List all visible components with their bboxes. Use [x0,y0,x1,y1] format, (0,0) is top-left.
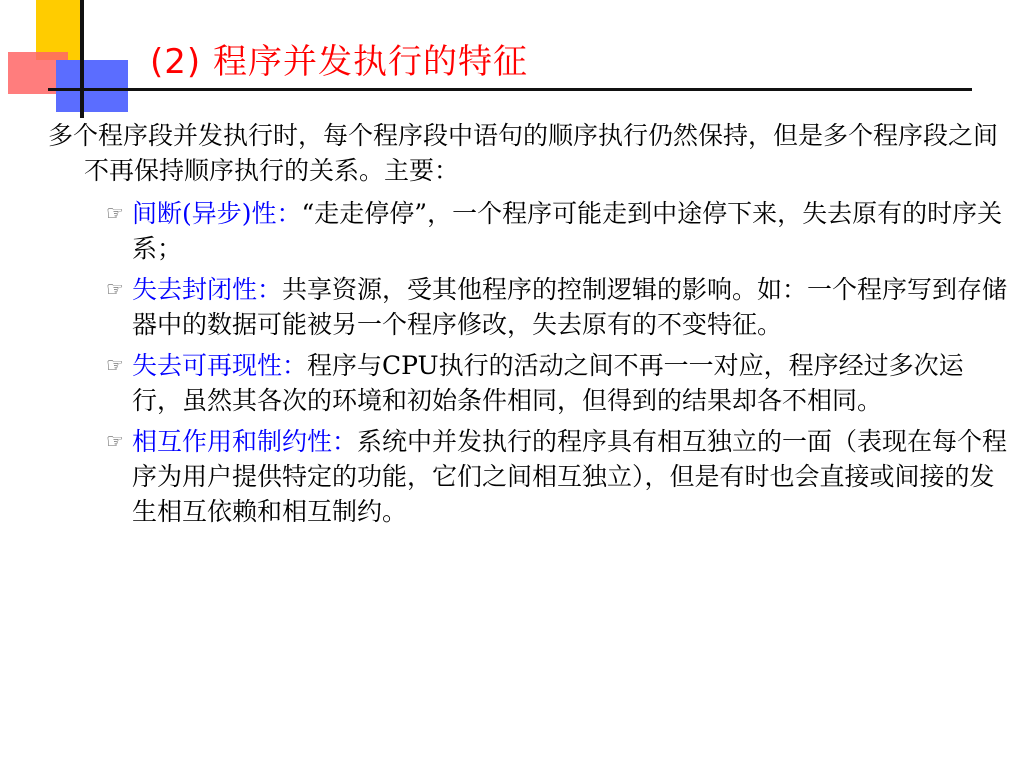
pointing-hand-icon: ☞ [106,429,124,453]
bullet-label: 间断(异步)性： [132,199,302,228]
pointing-hand-icon: ☞ [106,353,124,377]
bullet-text: 共享资源，受其他程序的控制逻辑的影响。如：一个程序写到存储器中的数据可能被另一个程序修改，失去原有的不变特征。 [132,275,1008,339]
title-underline [48,88,972,91]
slide-body [48,118,1013,535]
pointing-hand-icon: ☞ [106,201,124,225]
bullet-label: 失去封闭性： [132,275,283,304]
bullet-label: 失去可再现性： [132,351,308,380]
bullet-item [48,272,1013,342]
bullet-item [48,348,1013,418]
logo-vertical-line [80,0,84,118]
logo-yellow-block [36,0,84,60]
bullet-label: 相互作用和制约性： [132,427,358,456]
slide-title: (2) 程序并发执行的特征 [150,42,528,82]
bullet-text: 系统中并发执行的程序具有相互独立的一面（表现在每个程序为用户提供特定的功能，它们之间相互独立），但是有时也会直接或间接的发生相互依赖和相互制约。 [132,427,1008,526]
bullet-item [48,424,1013,529]
logo-blue-block [56,60,128,112]
intro-paragraph: 多个程序段并发执行时，每个程序段中语句的顺序执行仍然保持，但是多个程序段之间不再保持顺序执行的关系。主要： [48,121,999,185]
bullet-text: 程序与CPU执行的活动之间不再一一对应，程序经过多次运行，虽然其各次的环境和初始条件相同，但得到的结果却各不相同。 [132,351,964,415]
bullet-text: “走走停停”，一个程序可能走到中途停下来，失去原有的时序关系； [132,199,1003,263]
pointing-hand-icon: ☞ [106,277,124,301]
bullet-item [48,196,1013,266]
